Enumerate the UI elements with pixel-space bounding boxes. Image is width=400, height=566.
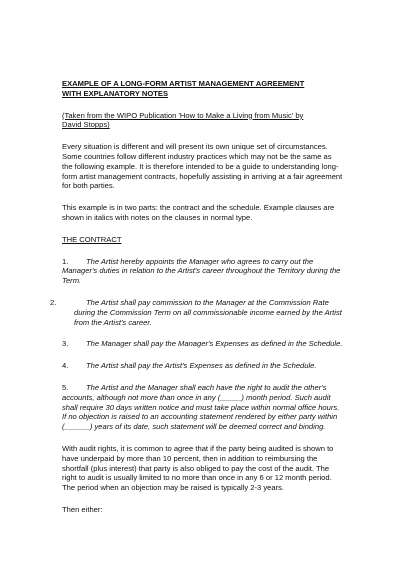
clause-5 [62,383,344,432]
clause-4 [62,361,344,371]
title-line-2: WITH EXPLANATORY NOTES [62,88,169,98]
clause-number: 1. [62,256,69,266]
clause-number: 4. [62,361,69,371]
audit-note-paragraph: With audit rights, it is common to agree that if the party being audited is shown to have underpaid by more than 10 percent, then in addition to reimbursing the shortfall (plus interest) that party is also obliged to pay the cost of the audit. The right to audit is usually limited to no more than once in any 6 or 12 month period. The period when an objection may be raised is typically 2-3 years. [62,443,334,493]
clause-text: The Artist shall pay the Artist's Expenses as defined in the Schedule. [86,361,317,371]
clause-text: The Artist hereby appoints the Manager who agrees to carry out the Manager's duties in relation to the Artist's career throughout the Territory during the Term. [62,256,341,286]
clause-text: The Artist shall pay commission to the Manager at the Commission Rate during the Commission Term on all commissionable income earned by the Artist from the Artist's career. [74,297,342,327]
clause-3 [62,339,344,349]
section-heading-contract: THE CONTRACT [62,234,122,244]
clause-number: 2. [50,297,57,307]
document-title [62,79,344,99]
source-line-2: David Stopps) [62,120,110,130]
clause-number: 5. [62,382,69,392]
intro-paragraph: Every situation is different and will present its own unique set of circumstances. Some countries follow different industry practices which may not be the same as the following example. It is therefore intended to be a guide to understanding long-form artist management contracts, hopefully assisting in arriving at a fair agreement for both parties. [62,142,343,191]
clause-text: The Artist and the Manager shall each have the right to audit the other's accounts, although not more than once in any (_____) month period. Such audit shall require 30 days written notice and must take place within normal office hours. If no objection is raised to an accounting statement rendered by either party within (______) years of its date, such statement will be deemed correct and binding. [62,382,340,432]
title-line-1: EXAMPLE OF A LONG-FORM ARTIST MANAGEMENT AGREEMENT [62,79,305,88]
clause-1 [62,257,344,286]
source-line-1: (Taken from the WIPO Publication 'How to Make a Living from Music' by [62,110,304,120]
structure-note-paragraph: This example is in two parts: the contract and the schedule. Example clauses are shown in italics with notes on the clauses in normal type. [62,203,335,222]
then-either-paragraph: Then either: [62,504,103,514]
source-citation [62,111,344,131]
clause-text: The Manager shall pay the Manager's Expenses as defined in the Schedule. [86,339,343,349]
clause-number: 3. [62,339,69,349]
clause-2 [50,297,344,327]
